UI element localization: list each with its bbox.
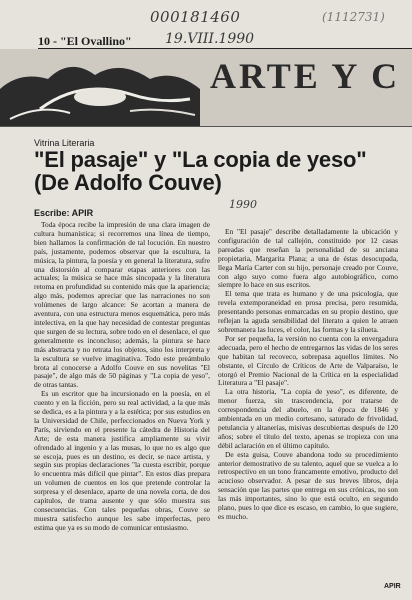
paragraph: Por ser pequeña, la versión no cuenta con la envergadura adecuada, pero el hecho de entregarnos las vidas de los seres que habitan tal recoveco, sobrepasa aquellos límites. No obstante, el Círculo de Críticos de Arte de Valparaíso, le otorgó el Premio Nacional de la Crítica en la especialidad Literatura a "El pasaje". (218, 333, 398, 388)
article-signature: APIR (384, 583, 401, 590)
banner-rule (0, 126, 412, 127)
paragraph: El tema que trata es humano y de una psicología, que revela extemporaneidad en prosa precisa, pero resumida, presentando personas enmarcadas en su propio destino, que reflejan la aguda sensibilidad del literato a quien le atraen sobremanera las luces, el color, las formas y la silueta. (218, 289, 398, 334)
paragraph: Toda época recibe la impresión de una clara imagen de cultura humanística; si recorremos una línea de tiempo, bien hallamos la confirmación de tal locución. En nuestro país, justamente, podemos observar que la escultura, la música, la pintura, la poesía y en general la literatura, sufre una distorsión al comparar etapas anteriores con las actuales; la música se hace más sincopada y la literatura retoma en profundidad su contenido más que la apariencia; algo más, podemos apreciar que las narraciones no son volúmenes de largo alcance: Se acortan a manera de aventura, con una estructura menos esquemática, pero más intelectiva, en la que hay necesidad de contestar preguntas que surgen de su lectura, sobre todo en el desenlace, el que generalmente es inconcluso; además, la pintura se hace más abstracta y no retrata los objetos, sino los interpreta y la escultura se vuelve imaginativa. Todo este preámbulo brota al conocerse a Adolfo Couve en sus novelitas "El pasaje", de algo más de 50 páginas y "La copia de yeso", de otras tantas. (34, 221, 210, 390)
section-title: ARTE Y C (210, 56, 401, 96)
paper-name: "El Ovallino" (60, 34, 132, 48)
paragraph: En "El pasaje" describe detalladamente la ubicación y configuración de tal callejón, constituido por 12 casas pareadas que reseñan la personalidad de su anciana propietaria, Margarita Plana; a una de éstas desocupada, llega María Carter con su hijo, personaje creado por Couve, con algo suyo como fuera algo autobiográfico, como siempre lo hace en sus escritos. (218, 228, 398, 290)
article-kicker: Vitrina Literaria (34, 138, 95, 148)
handwritten-year: 1990 (229, 198, 257, 211)
article-headline (34, 148, 412, 194)
article-column-left (34, 221, 210, 595)
article-byline: Escribe: APIR (34, 208, 94, 218)
paragraph: La otra historia, "La copia de yeso", es diferente, de menor fuerza, sin trascendencia, por tratarse de correspondencia del abuelo, en la época de 1846 y ambientada en un medio cortesano, saturado de frivolidad, petulancia y altanerías, misivas descubiertas después de 120 años; sobre el título del texto, apenas se tropieza con una débil aclaración en el último capítulo. (218, 387, 398, 450)
headline-line-2: (De Adolfo Couve) (34, 170, 222, 195)
handwritten-catalog-code-2: (1112731) (322, 10, 385, 24)
paragraph: De esta guisa, Couve abandona todo su procedimiento anterior demostrativo de su talento, aquel que se vuelca a lo retrospectivo en un tono francamente emotivo, producto del acucioso observador. A pesar de sus breves libros, deja sensación que las partes que entrega en sus crónicas, no son las más importantes, sino lo que está oculto, en segundo plano, pues lo que dice es escaso, en cambio, lo que sugiere, es mucho. (218, 449, 398, 521)
page-number: 10 (38, 34, 50, 48)
masthead-separator: - (53, 34, 57, 48)
article-column-right (218, 228, 398, 584)
masthead (38, 34, 132, 49)
headline-line-1: "El pasaje" y "La copia de yeso" (34, 147, 367, 172)
handwritten-catalog-code: 000181460 (150, 8, 241, 26)
paragraph: Es un escritor que ha incursionado en la poesía, en el cuento y en la ficción, pero su real actividad, a la que más se dedica, es a la pintura y a la estética; por sus estudios en la Universidad de Chile, perfeccionados en Nueva York y París, sirviendo en el presente la cátedra de Historia del Arte; de esta manera justifica ampliamente su vivir ofrendado al ingenio y a las musas, lo que no es algo que se escoja, pues es un destino, es decir, se nace artista, y según sus propias declaraciones "la cuesta escribir, porque lo encuentra más difícil que pintar". En estos días prepara un volumen de cuentos en los que pretende controlar la sorpresa y el desenlace, aparte de una novela corta, de dos capítulos, de trama ausente y que sólo muestra sus consecuencias. Con tales pequeñas obras, Couve se muestra satisfecho aunque les sabe imperfectas, pero estima que ya es su modo de comunicar entusiasmo. (34, 389, 210, 532)
handwritten-date: 19.VIII.1990 (165, 31, 255, 47)
